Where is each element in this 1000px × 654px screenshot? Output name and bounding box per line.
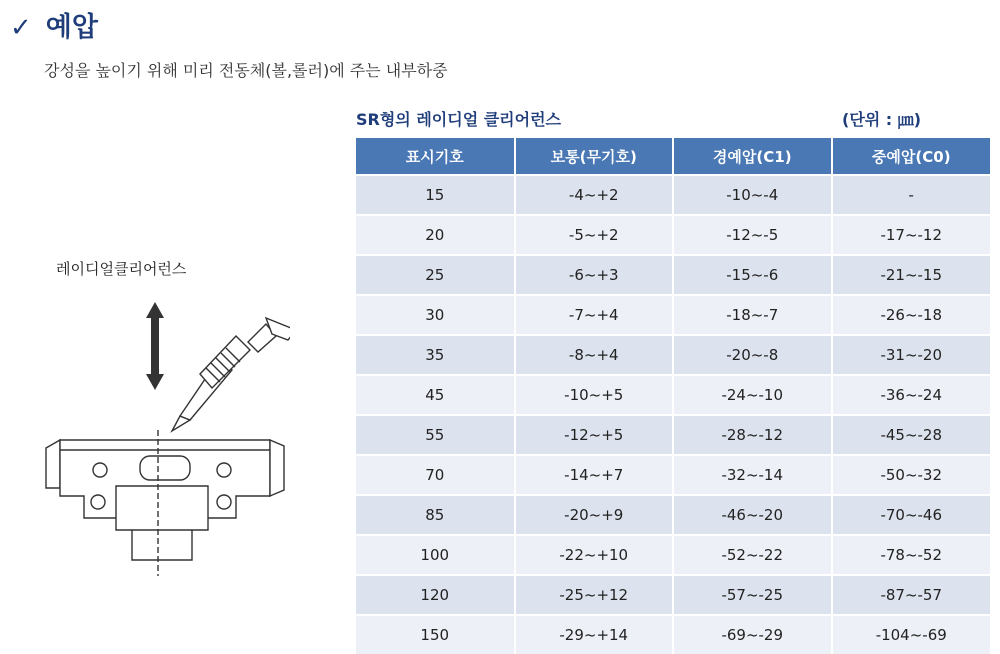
table-cell: 70: [356, 455, 515, 495]
table-cell: -20~-8: [673, 335, 832, 375]
table-cell: -: [832, 175, 991, 215]
table-cell: 55: [356, 415, 515, 455]
column-header-light-preload: 경예압(C1): [673, 138, 832, 175]
table-row: [356, 175, 990, 215]
table-cell: -31~-20: [832, 335, 991, 375]
table-row: [356, 575, 990, 615]
table-cell: -8~+4: [515, 335, 674, 375]
table-cell: -70~-46: [832, 495, 991, 535]
table-cell: -4~+2: [515, 175, 674, 215]
table-cell: -69~-29: [673, 615, 832, 654]
table-cell: -25~+12: [515, 575, 674, 615]
section-heading: [10, 8, 98, 48]
table-cell: -52~-22: [673, 535, 832, 575]
table-title: SR형의 레이디얼 클리어런스: [356, 110, 562, 129]
table-cell: -46~-20: [673, 495, 832, 535]
table-cell: -5~+2: [515, 215, 674, 255]
table-cell: -78~-52: [832, 535, 991, 575]
table-cell: 35: [356, 335, 515, 375]
table-cell: -18~-7: [673, 295, 832, 335]
table-cell: 85: [356, 495, 515, 535]
table-cell: -12~-5: [673, 215, 832, 255]
dial-gauge-icon: [172, 318, 290, 431]
table-cell: 25: [356, 255, 515, 295]
table-cell: 100: [356, 535, 515, 575]
table-row: [356, 495, 990, 535]
clearance-table: [356, 138, 990, 654]
table-row: [356, 255, 990, 295]
table-row: [356, 415, 990, 455]
table-cell: 15: [356, 175, 515, 215]
table-row: [356, 215, 990, 255]
table-row: [356, 455, 990, 495]
table-row: [356, 335, 990, 375]
page-title: 예압: [45, 12, 98, 43]
table-cell: -17~-12: [832, 215, 991, 255]
check-icon: ✓: [10, 13, 32, 43]
linear-guide-illustration: [40, 290, 290, 580]
double-arrow-icon: [146, 302, 164, 390]
column-header-medium-preload: 중예압(C0): [832, 138, 991, 175]
table-header-row: [356, 138, 990, 175]
table-cell: -22~+10: [515, 535, 674, 575]
table-row: [356, 615, 990, 654]
table-cell: 45: [356, 375, 515, 415]
table-cell: -45~-28: [832, 415, 991, 455]
table-cell: 30: [356, 295, 515, 335]
table-cell: -7~+4: [515, 295, 674, 335]
column-header-normal: 보통(무기호): [515, 138, 674, 175]
table-cell: -87~-57: [832, 575, 991, 615]
table-row: [356, 375, 990, 415]
table-cell: -50~-32: [832, 455, 991, 495]
table-cell: -29~+14: [515, 615, 674, 654]
unit-label: (단위 : ㎛): [842, 110, 922, 129]
table-cell: -57~-25: [673, 575, 832, 615]
table-cell: -10~-4: [673, 175, 832, 215]
table-cell: -10~+5: [515, 375, 674, 415]
guide-block-icon: [46, 430, 284, 576]
table-cell: -21~-15: [832, 255, 991, 295]
table-cell: -26~-18: [832, 295, 991, 335]
table-cell: -36~-24: [832, 375, 991, 415]
table-cell: 120: [356, 575, 515, 615]
figure-label: 레이디얼클리어런스: [56, 260, 187, 278]
table-cell: -32~-14: [673, 455, 832, 495]
table-row: [356, 535, 990, 575]
description-text: 강성을 높이기 위해 미리 전동체(볼,롤러)에 주는 내부하중: [44, 61, 448, 80]
column-header-symbol: 표시기호: [356, 138, 515, 175]
table-cell: -15~-6: [673, 255, 832, 295]
table-cell: -20~+9: [515, 495, 674, 535]
table-cell: 20: [356, 215, 515, 255]
table-cell: -12~+5: [515, 415, 674, 455]
table-cell: -104~-69: [832, 615, 991, 654]
table-cell: -28~-12: [673, 415, 832, 455]
table-cell: -24~-10: [673, 375, 832, 415]
table-row: [356, 295, 990, 335]
table-cell: -14~+7: [515, 455, 674, 495]
table-cell: 150: [356, 615, 515, 654]
table-cell: -6~+3: [515, 255, 674, 295]
